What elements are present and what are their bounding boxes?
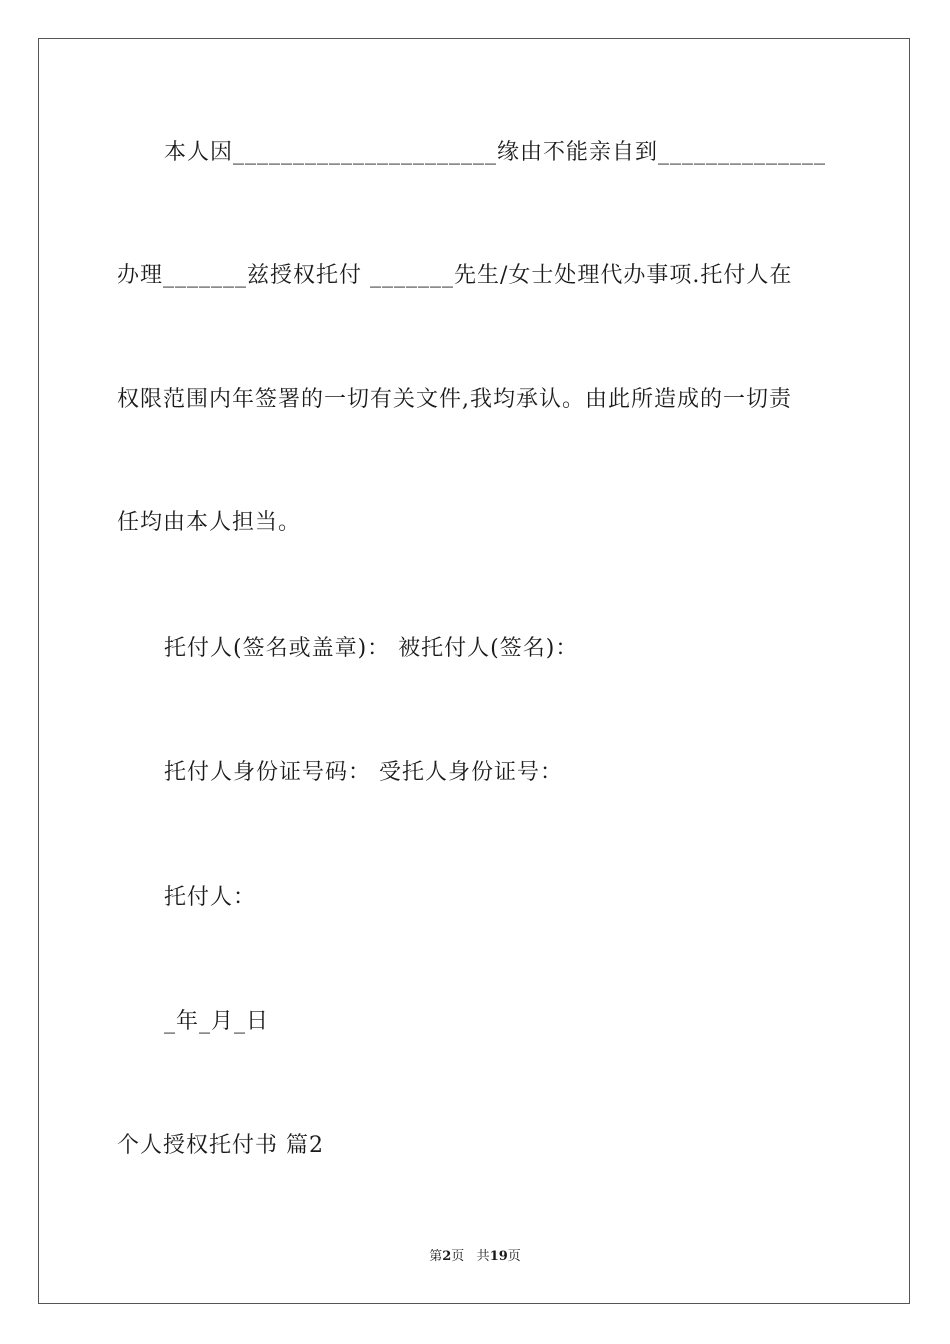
page-footer bbox=[0, 1248, 950, 1266]
paragraph-line-3: 权限范围内年签署的一切有关文件,我均承认。由此所造成的一切责 bbox=[117, 387, 792, 412]
total-prefix: 共 bbox=[476, 1249, 490, 1264]
signature-line: 托付人(签名或盖章)： 被托付人(签名)： bbox=[164, 636, 579, 661]
paragraph-line-1: 本人因______________________缘由不能亲自到______________ bbox=[164, 140, 827, 165]
total-suffix: 页 bbox=[507, 1249, 521, 1264]
paragraph-line-4: 任均由本人担当。 bbox=[117, 510, 302, 535]
page-suffix: 页 bbox=[451, 1249, 465, 1264]
total-pages: 19 bbox=[489, 1249, 508, 1264]
date-line: _年_月_日 bbox=[164, 1009, 270, 1034]
id-number-line: 托付人身份证号码： 受托人身份证号： bbox=[164, 760, 563, 785]
section-heading: 个人授权托付书 篇2 bbox=[117, 1133, 324, 1158]
page-frame bbox=[38, 38, 910, 1304]
paragraph-line-2: 办理_______兹授权托付 _______先生/女士处理代办事项.托付人在 bbox=[117, 263, 793, 288]
principal-line: 托付人： bbox=[164, 885, 257, 910]
page-prefix: 第 bbox=[429, 1249, 443, 1264]
page-number: 2 bbox=[442, 1249, 452, 1264]
